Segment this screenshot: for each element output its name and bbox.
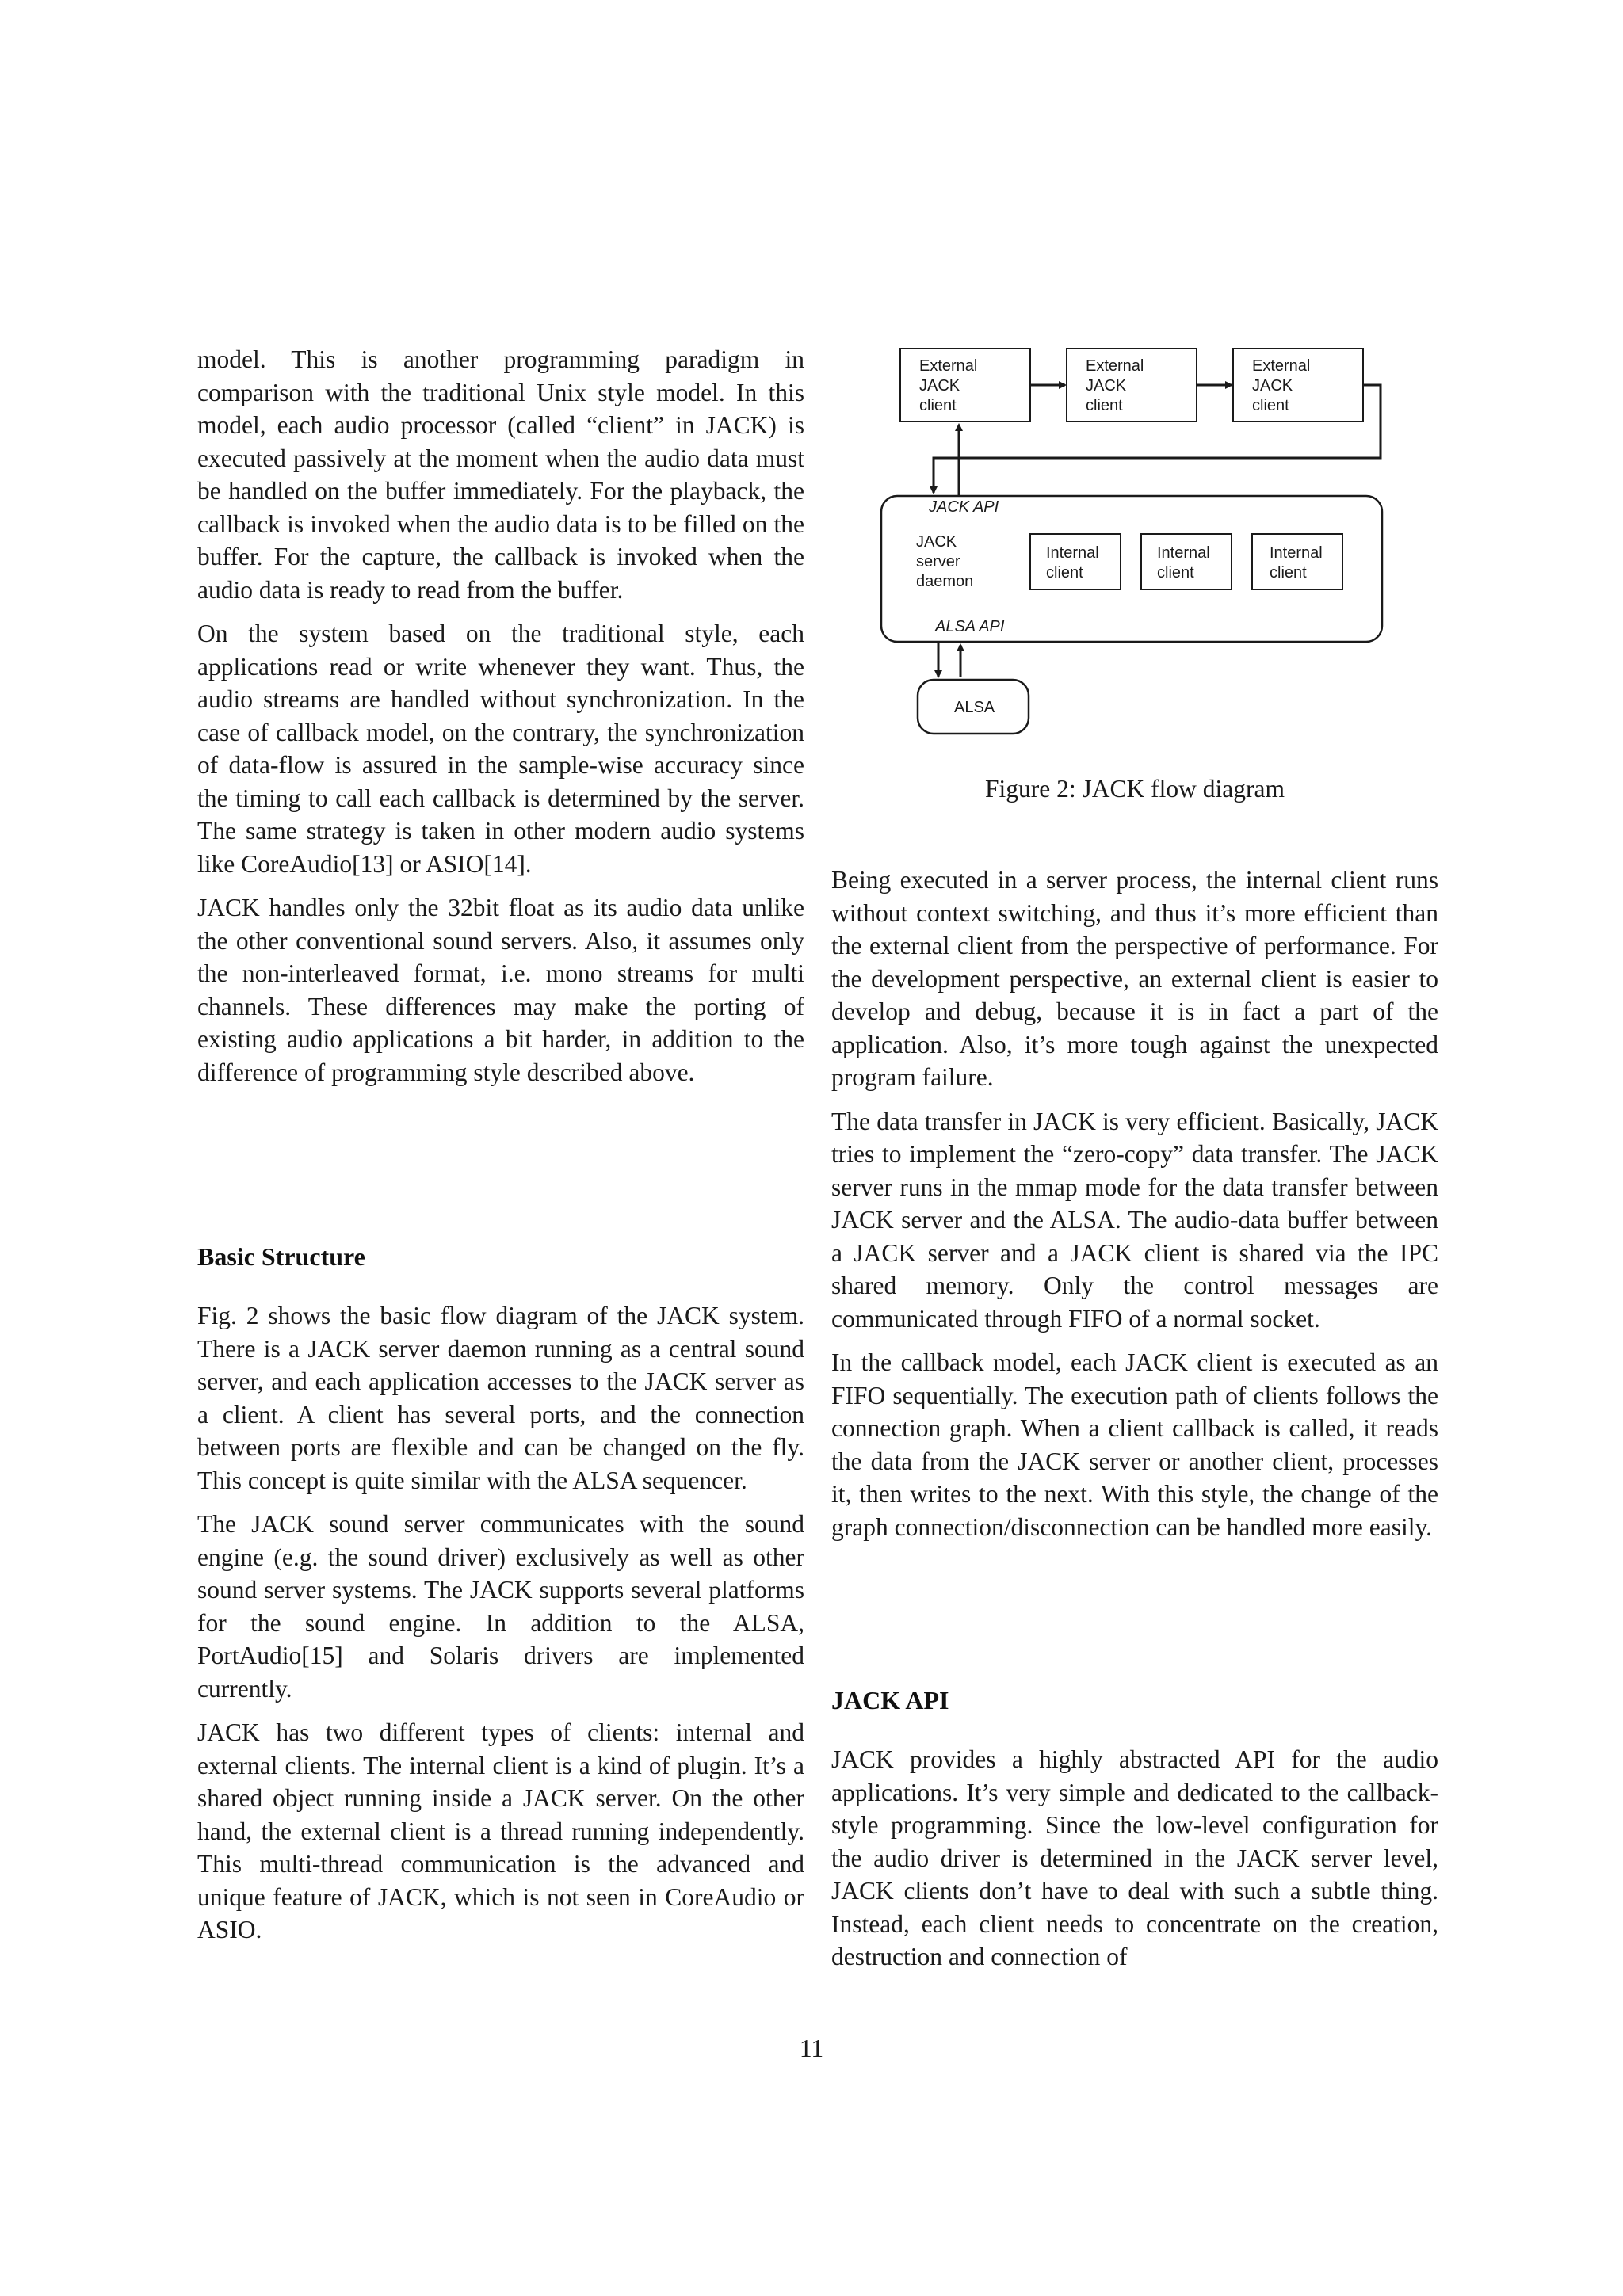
external-client-box-2 bbox=[1067, 349, 1197, 421]
figure-caption: Figure 2: JACK flow diagram bbox=[985, 775, 1285, 803]
paragraph: JACK handles only the 32bit float as its audio data unlike the other conventional sound servers. Also, it assumes only the non-interleaved format, i.e. mono streams for multi channels. These differences may make the porting of existing audio applications a bit harder, in addition to the difference of programming style described above. bbox=[197, 894, 804, 1086]
jack-flow-diagram bbox=[872, 333, 1411, 745]
svg-text:External: External bbox=[919, 357, 978, 375]
paragraph: model. This is another programming paradigm in comparison with the traditional Unix style model. In this model, each audio processor (called “client” in JACK) is executed passively at the moment when the audio data must be handled on the buffer immediately. For the playback, the callback is invoked when the audio data is to be filled on the buffer. For the capture, the callback is invoked when the audio data is ready to read from the buffer. bbox=[197, 345, 804, 604]
svg-text:JACK: JACK bbox=[919, 377, 960, 395]
right-column-api bbox=[831, 1743, 1438, 1985]
svg-text:server: server bbox=[916, 553, 960, 570]
paragraph: On the system based on the traditional style, each applications read or write whenever they want. Thus, the audio streams are handled without synchronization. In the case of callback model, on the contrary, the synchronization of data-flow is assured in the sample-wise accuracy since the timing to call each callback is determined by the server. The same strategy is taken in other modern audio systems like CoreAudio[13] or ASIO[14]. bbox=[197, 620, 804, 878]
page-number: 11 bbox=[799, 2035, 824, 2062]
alsa-api-label: ALSA API bbox=[935, 618, 1005, 635]
paragraph: Fig. 2 shows the basic flow diagram of the JACK system. There is a JACK server daemon running as a central sound server, and each application accesses to the JACK server as a client. A client has several ports, and the connection between ports are flexible and can be changed on the fly. This concept is quite similar with the ALSA sequencer. bbox=[197, 1302, 804, 1494]
right-column bbox=[831, 864, 1438, 1554]
internal-client-box-3 bbox=[1252, 534, 1342, 589]
paragraph: Being executed in a server process, the internal client runs without context switching, and thus it’s more efficient than the external client from the perspective of performance. For the development perspective, an external client is easier to develop and debug, because it is in fact a part of the application. Also, it’s more tough against the unexpected program failure. bbox=[831, 866, 1438, 1091]
paragraph: In the callback model, each JACK client is executed as an FIFO sequentially. The execution path of clients follows the connection graph. When a client callback is called, it reads the data from the JACK server or another client, processes it, then writes to the next. With this style, the change of the graph connection/disconnection can be handled more easily. bbox=[831, 1348, 1438, 1541]
svg-text:JACK: JACK bbox=[1086, 377, 1127, 395]
svg-text:client: client bbox=[919, 397, 957, 414]
svg-text:daemon: daemon bbox=[916, 573, 974, 590]
paragraph: JACK has two different types of clients: internal and external clients. The internal client is a kind of plugin. It’s a shared object running inside a JACK server. On the other hand, the external client is a thread running independently. This multi-thread communication is the advanced and unique feature of JACK, which is not seen in CoreAudio or ASIO. bbox=[197, 1718, 804, 1943]
external-client-box-3 bbox=[1233, 349, 1363, 421]
svg-text:Internal: Internal bbox=[1157, 544, 1210, 562]
svg-text:ALSA: ALSA bbox=[954, 699, 995, 716]
svg-text:External: External bbox=[1086, 357, 1144, 375]
section-heading-jack-api: JACK API bbox=[831, 1686, 949, 1714]
internal-client-box-2 bbox=[1141, 534, 1232, 589]
paragraph: The data transfer in JACK is very efficient. Basically, JACK tries to implement the “zero-copy” data transfer. The JACK server runs in the mmap mode for the data transfer between JACK server and the ALSA. The audio-data buffer between a JACK server and a JACK client is shared via the IPC shared memory. Only the control messages are communicated through FIFO of a normal socket. bbox=[831, 1107, 1438, 1333]
svg-text:client: client bbox=[1157, 564, 1194, 582]
svg-text:client: client bbox=[1252, 397, 1289, 414]
paragraph: The JACK sound server communicates with the sound engine (e.g. the sound driver) exclusively as well as other sound server systems. The JACK supports several platforms for the sound engine. In addition to the ALSA, PortAudio[15] and Solaris drivers are implemented currently. bbox=[197, 1510, 804, 1703]
left-column bbox=[197, 343, 804, 1100]
svg-text:client: client bbox=[1046, 564, 1083, 582]
svg-text:client: client bbox=[1086, 397, 1123, 414]
paragraph: JACK provides a highly abstracted API for the audio applications. It’s very simple and dedicated to the callback-style programming. Since the low-level configuration for the audio driver is determined in the JACK server level, JACK clients don’t have to deal with such a subtle thing. Instead, each client needs to concentrate on the creation, destruction and connection of bbox=[831, 1745, 1438, 1970]
svg-text:JACK: JACK bbox=[1252, 377, 1293, 395]
internal-client-box-1 bbox=[1030, 534, 1121, 589]
left-column-basic bbox=[197, 1299, 804, 1958]
svg-text:Internal: Internal bbox=[1270, 544, 1323, 562]
section-heading-basic-structure: Basic Structure bbox=[197, 1242, 365, 1271]
svg-text:client: client bbox=[1270, 564, 1307, 582]
svg-text:External: External bbox=[1252, 357, 1311, 375]
alsa-box bbox=[918, 680, 1029, 734]
svg-text:JACK: JACK bbox=[916, 533, 957, 551]
svg-text:Internal: Internal bbox=[1046, 544, 1099, 562]
jack-api-label: JACK API bbox=[929, 498, 999, 516]
external-client-box-1 bbox=[900, 349, 1030, 421]
